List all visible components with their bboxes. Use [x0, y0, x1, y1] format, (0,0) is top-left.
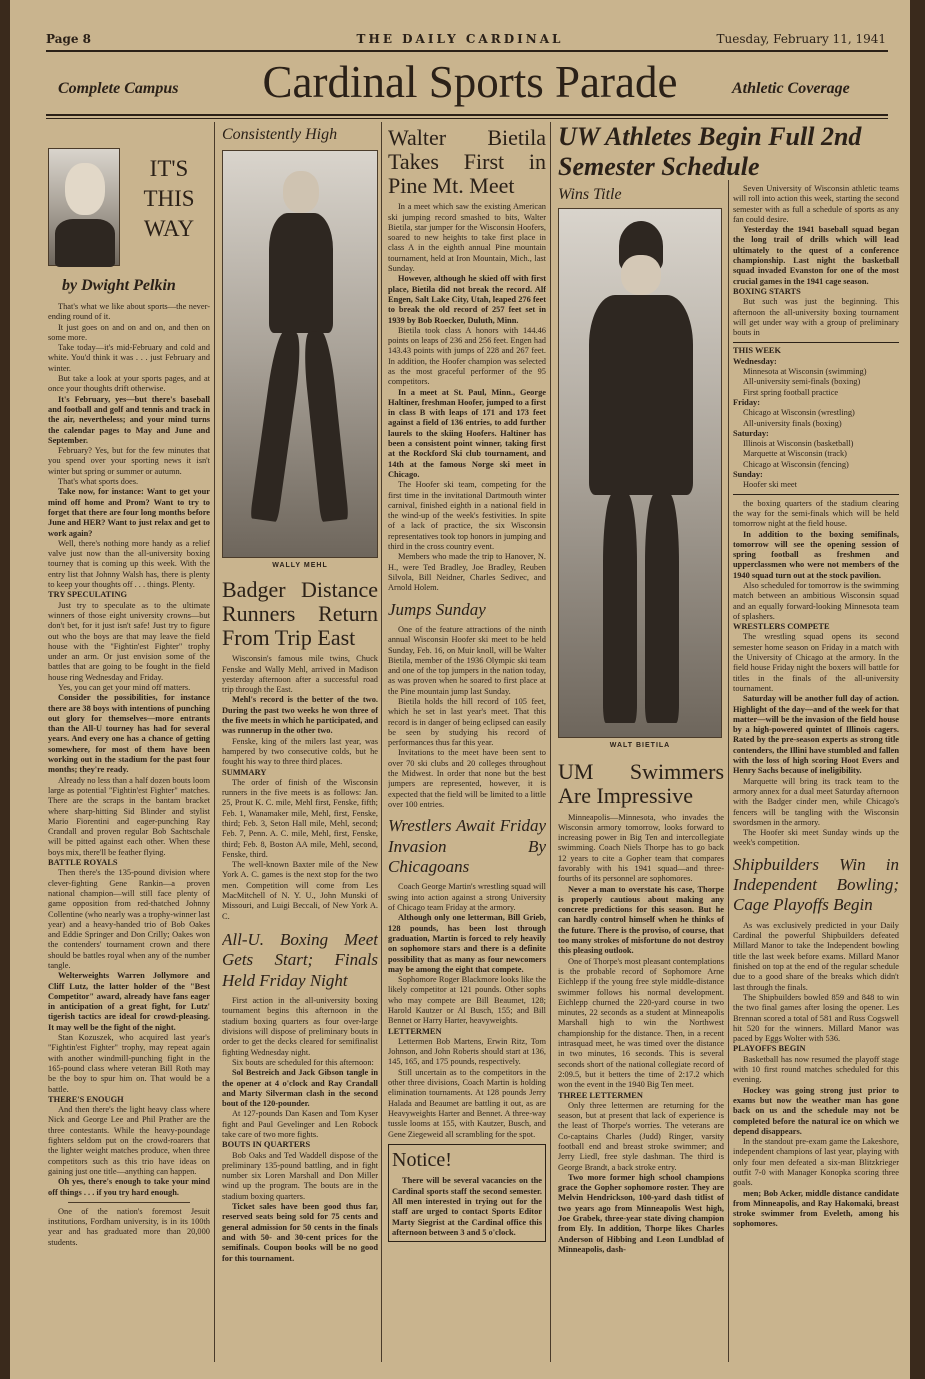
schedule-box: THIS WEEK Wednesday: Minnesota at Wisconsin (swimming) All-university semi-finals (boxing) First spring football practice Friday: Chicago at Wisconsin (wrestling) All-university finals (boxing) Saturday: Illinois at Wisconsin (basketball) Marquette at Wisconsin (track) Chicago at Wisconsin (fencing) Sunday: Hoofer ski meet — [733, 342, 899, 494]
paper-name: THE DAILY CARDINAL — [356, 32, 564, 46]
schedule-day: Wednesday: — [733, 356, 777, 366]
subhead: PLAYOFFS BEGIN — [733, 1044, 806, 1054]
headline: Jumps Sunday — [388, 599, 486, 619]
masthead-rule-thin — [46, 118, 888, 119]
masthead-left: Complete Campus — [58, 80, 179, 97]
column-rule — [728, 180, 729, 1362]
bietila-photo — [558, 208, 722, 738]
column4-body: UM Swimmers Are Impressive Minneapolis—Minnesota, who invades the Wisconsin armory tomorrow, looks forward to increasing power in Big Ten and intercollegiate swimming. Coach Niels Thorpe has to go back 12 years to cite a Gopher team that compares favorably with his 1941 squad—and three-fourths of its personnel are sophomores. Never a man to overstate his case, Thorpe is properly cautious about making any concrete predictions for this season. But he can hardly control himself when he thinks of the future. There is the proviso, of course, that too many strokes of misfortune do not destroy this pleasing outlook. One of Thorpe's most pleasant contemplations is the probable record of Sophomore Arne Eichlepp if the young free style middle-distance swimmer follows his normal development. Eichlepp churned the 220-yard course in two minutes, 22 seconds as a student at Minneapolis Marshall high to win the Northwest championship for the distance. Then, in a recent intrasquad meet, he was timed over the distance in two minutes, 16 seconds. This is several seconds short of the national collegiate record of 2:09.5, but it betters the time of 2:17.2 which won the event in the 1940 Big Ten meet. THREE LETTERMEN Only three lettermen are returning for the season, but at present that lack of experience is the least of Thorpe's worries. The veterans are Co-captains Charles (Judd) Ringer, varsity football end and breast stroke swimmer; and Jerry Liedl, free style dashman. The third is George Brandt, a back stroke entry. Two more former high school champions grace the Gopher sophomore roster. They are Melvin Hendrickson, 100-yard dash titlist of two years ago from Minneapolis West high, Joe Grabek, three-year state diving champion from Ely. In addition, Thorpe likes Charles Anderson of Hibbing and Leon Lundblad of Minneapolis, dash- — [558, 759, 724, 1254]
masthead-rule — [46, 114, 888, 116]
column-rule — [381, 122, 382, 1362]
schedule-day: Friday: — [733, 397, 760, 407]
column-title: IT'S THIS WAY — [143, 156, 195, 241]
column5-body: Seven University of Wisconsin athletic teams will roll into action this week, starting the second semester with as full a schedule of sports as any fan could desire. Yesterday the 1941 baseball squad began the long trail of drills which will lead ultimately to the quest of a conference championship. Last night the basketball squad invaded Evanston for one of the most crucial games in the 1941 cage season. BOXING STARTS But such was just the beginning. This afternoon the all-university boxing tournament will get under way with a group of preliminary bouts in THIS WEEK Wednesday: Minnesota at Wisconsin (swimming) All-university semi-finals (boxing) First spring football practice Friday: Chicago at Wisconsin (wrestling) All-university finals (boxing) Saturday: Illinois at Wisconsin (basketball) Marquette at Wisconsin (track) Chicago at Wisconsin (fencing) Sunday: Hoofer ski meet the boxing quarters of the stadium clearing the way for the semi-finals which will be held tomorrow night at the field house. In addition to the boxing semifinals, tomorrow will see the opening session of spring football as freshmen and upperclassmen who were not members of the 1940 squad turn out at the stock pavilion. Also scheduled for tomorrow is the swimming match between an ambitious Wisconsin squad and an equally forward-looking Minnesota team of splashers. WRESTLERS COMPETE The wrestling squad opens its second semester home season on Friday in a match with the University of Chicago at the armory. In the field house Friday night the boxers will battle for titles in the finals of the all-university tournament. Saturday will be another full day of action. Highlight of the day—and of the week for that matter—will be the invasion of the field house by a high-powered quintet of Illinois cagers. Rated by the pre-season experts as strong title contenders, the Illini have stumbled and fallen with the loss of high scoring Hoot Evers and Henry Sachs because of ineligibility. Marquette will bring its track team to the armory annex for a dual meet Saturday afternoon with the Badger cinder men, while Chicago's fencers will be tangling with the Wisconsin swordsmen in the armory. The Hoofer ski meet Sunday winds up the week's competition. Shipbuilders Win in Independent Bowling; Cage Playoffs Begin As was exclusively predicted in your Daily Cardinal the powerful Shipbuilders defeated Millard Manor to take the Independent bowling title the last week before exams. Millard Manor finished on top at the end of the regular schedule due to a good share of the breaks which didn't last through the finals. The Shipbuilders bowled 859 and 848 to win the two final games after losing the opener. Les Brennan scored a total of 581 and Russ Cogswell hit 520 for the winners. Millard Manor was paced by Eggs Wolter with 536. PLAYOFFS BEGIN Basketball has now resumed the playoff stage with 10 first round matches scheduled for this evening. Hockey was going strong just prior to exams but now the weather man has gone back on us and the schedule may not be completed before the natural ice on which we depend disappears. In the standout pre-exam game the Lakeshore, independent champions of last year, playing with only four men defeated a six-man Blitzkrieger outfit 7-0 with Manager Konopka scoring three goals. men; Bob Acker, middle distance candidate from Minneapolis, and Ray Hakomaki, breast stroke swimmer from Eveleth, among his sophomores. — [733, 184, 899, 1229]
photo-caption: WALT BIETILA — [609, 742, 671, 749]
header-rule — [46, 50, 888, 52]
pelkin-portrait — [48, 148, 120, 266]
photo-caption: WALLY MEHL — [272, 562, 328, 569]
main-headline: UW Athletes Begin Full 2nd Semester Schedule — [558, 122, 862, 181]
page-number: Page 8 — [46, 32, 92, 46]
subhead: THERE'S ENOUGH — [48, 1094, 124, 1104]
headline: Shipbuilders Win in Independent Bowling; Cage Playoffs Begin — [733, 854, 899, 915]
schedule-day: Sunday: — [733, 470, 763, 480]
masthead-right: Athletic Coverage — [732, 80, 850, 97]
notice-title: Notice! — [392, 1148, 452, 1171]
notice-box: Notice! There will be several vacancies on the Cardinal sports staff the second semester. All men interested in trying out for the staff are urged to contact Sports Editor Marty Siegrist at the Cardinal office this afternoon between 3 and 5 o'clock. — [388, 1144, 546, 1242]
mehl-photo — [222, 150, 378, 558]
subhead: WRESTLERS COMPETE — [733, 622, 830, 632]
column1-body: That's what we like about sports—the never-ending round of it. It just goes on and on and on, and then on some more. Take today—it's mid-February and cold and white. You'd think it was . . . just February and winter. But take a look at your sports pages, and at once your thoughts drift otherwise. It's February, yes—but there's baseball and football and golf and tennis and track in the air, nevertheless; and your mind turns the calendar pages to May and June and September. February? Yes, but for the few minutes that you spend over your sporting news it isn't winter but spring or summer or autumn. That's what sports does. Take now, for instance: Want to get your mind off home and Prom? Want to try to forget that there are four long months before June and HER? Want to just relax and get to work again? Well, there's nothing more handy as a relief valve just now than the all-university boxing tourney that is coming up this week. With the entry list that Johnny Walsh has, there is plenty to keep your thoughts off . . . things. Plenty. TRY SPECULATING Just try to speculate as to the ultimate winners of those eight university crowns—but don't bet, for it just isn't safe! Just try to figure out who the boys are that may leave the field house with the "Fightin'est Fighter" trophy under an arm. Or just envision some of the battles that are going to be fought in the field house ring Wednesday and Friday. Yes, you can get your mind off matters. Consider the possibilities, for instance there are 38 boys with intentions of punching out glory for themselves—more entrants than the All-U tourney has had for several years. And every one has a chance of getting somewhere, for most of them have been working out in the stadium for the past four months; they're ready. Already no less than a half dozen bouts loom large as potential "Fightin'est Fighter" matches. There are the scraps in the bantam bracket where sharp-hitting Sid Blinder and stylist Mario Fiorentini and eager-punching Ray Crandall and proven regular Bob Sachtschale will be pitted against each other. When these boys mix, there'll be feather flying. BATTLE ROYALS Then there's the 135-pound division where clever-fighting Gene Rankin—a proven national champion—will still face plenty of game opposition from red-thatched Johnny Collentine (who nearly was a trophy-winner last year) and a heavy-handed trio of Bob Oakes and Eddie Springer and Don Crilly; Oakes won the contenders' tournament crown and there should be battles royal when any of the number tangle. Welterweights Warren Jollymore and Cliff Lutz, the latter holder of the "Best Competitor" award, already have fans eager in anticipation of a great fight, for Lutz' tigerish tactics are ideal for crowd-pleasing. It may well be the fight of the night. Stan Kozuszek, who acquired last year's "Fightin'est Fighter" trophy, may repeat again with another windmill-punching fight in the 165-pound class where veteran Bill Roth may be the boy to spur him on. That would be a battle. THERE'S ENOUGH And then there's the light heavy class where Nick and George Lee and Phil Prather are the three contestants. While the heavy-poundage fighters seldom put on the crowd-roarers that the lighter weight matches produce, when three competitors such as this trio have ideas on gaining just one title—anything can happen. Oh yes, there's enough to take your mind off things . . . if you try hard enough. One of the nation's foremost Jesuit institutions, Fordham university, is in its 100th year and has graduated more than 20,000 students. — [48, 302, 210, 1247]
subhead: BATTLE ROYALS — [48, 858, 118, 868]
subhead: LETTERMEN — [388, 1026, 442, 1036]
photo-label: Wins Title — [558, 186, 622, 203]
column3-body: Walter Bietila Takes First in Pine Mt. Meet In a meet which saw the existing American ski jumping record smashed to bits, Walter Bietila, star jumper for the Wisconsin Hoofers, soared to new heights to take first place in class A in the eighth annual Pine mountain tournament, held at Iron Mountain, Mich., last Sunday. However, although he skied off with first place, Bietila did not break the record. Alf Engen, Salt Lake City, Utah, leaped 276 feet to break the old record of 257 feet set in 1939 by Bob Roecker, Duluth, Minn. Bietila took class A honors with 144.46 points on leaps of 236 and 256 feet. Engen had 143.43 points with jumps of 228 and 267 feet. In addition, the Hoofer champion was selected as the most graceful performer of the 95 competitors. In a meet at St. Paul, Minn., George Haltiner, freshman Hoofer, jumped to a first in class B with leaps of 171 and 173 feet against a field of 136 entries, to add further laurels to the skiing Hoofers. Haltiner has been a consistent point winner, taking first at the Rockford Ski club tournament, and 14th at the famous Norge ski meet in Chicago. The Hoofer ski team, competing for the first time in the invitational Dartmouth winter carnival, finished eighth in a national field in the wind-up of the week's festivities. In spite of a lack of practice, the six Wisconsin representatives took top honors in jumping and third in the cross country event. Members who made the trip to Hanover, N. H., were Ted Bradley, Joe Bradley, Reuben Silvola, Bill Neidner, Charles Sedivec, and Arnold Holem. Jumps Sunday One of the feature attractions of the ninth annual Wisconsin Hoofer ski meet to be held Sunday, Feb. 16, on Muir knoll, will be Walter Bietila, member of the 1936 Olympic ski team and one of the top jumpers in the nation today, as was proven when he soared to first place at the Pine mountain jump last Sunday. Bietila holds the hill record of 105 feet, which he set in last year's meet. That this record is in danger of being eclipsed can easily be seen by studying his record of performances thus far this year. Invitations to the meet have been sent to over 70 ski clubs and 20 colleges throughout the Midwest. In order that none but the best jumpers are represented, however, it is expected that the field will be limited to a little over 100 entries. Wrestlers Await Friday Invasion By Chicagoans Coach George Martin's wrestling squad will swing into action against a strong University of Chicago team Friday at the armory. Although only one letterman, Bill Grieb, 128 pounds, has been lost through graduation, Martin is forced to rely heavily on sophomore stars and there is a definite possibility that as many as four newcomers may be among the eight that compete. Sophomore Roger Blackmore looks like the likely competitor at 121 pounds. Other sophs who may compete are Bill Beaumet, 128; Harold Kautzer or Al Busch, 155; and Bill Bennet or Harry Harter, heavyweights. LETTERMEN Lettermen Bob Martens, Erwin Ritz, Tom Johnson, and John Roberts should start at 136, 145, 165, and 175 pounds, respectively. Still uncertain as to the competitors in the other three divisions, Coach Martin is holding elimination tournaments. At 128 pounds Jerry Halada and Beaumet are battling it out, as are Heavyweights Harter and Bennet. A three-way tussle looms at 155, with Kautzer, Busch, and Gene Ziegeweid all scrambling for the spot. Notice! There will be several vacancies on the Cardinal sports staff the second semester. All men interested in trying out for the staff are urged to contact Sports Editor Marty Siegrist at the Cardinal office this afternoon between 3 and 5 o'clock. — [388, 124, 546, 1374]
headline: Wrestlers Await Friday Invasion By Chicagoans — [388, 816, 546, 877]
headline: Walter Bietila Takes First in Pine Mt. Meet — [388, 125, 546, 198]
schedule-day: Saturday: — [733, 428, 769, 438]
column-rule — [550, 122, 551, 1362]
column2-body: Badger Distance Runners Return From Trip East Wisconsin's famous mile twins, Chuck Fenske and Wally Mehl, arrived in Madison yesterday afternoon after a successful road trip through the East. Mehl's record is the better of the two. During the past two weeks he won three of the five meets in which he participated, and was runnerup in the other two. Fenske, king of the milers last year, was hampered by two consecutive colds, but he fought his way to three third places. SUMMARY The order of finish of the Wisconsin runners in the five meets is as follows: Jan. 25, Prout K. C. mile, Mehl first, Fenske, fifth; Feb. 1, Wanamaker mile, Mehl, first, Fenske, third; Feb. 3, Seton Hall mile, Mehl, second; Feb. 7, Penn. A. C. mile, Mehl, first, Fenske, third; Feb. 8, Boston AA mile, Mehl, second, Fenske, third. The well-known Baxter mile of the New York A. C. games is the next stop for the two men. Competition will come from Les MacMitchell of N. Y. U., John Munski of Missouri, and Luigi Beccali, of New York A. C. All-U. Boxing Meet Gets Start; Finals Held Friday Night First action in the all-university boxing tournament begins this afternoon in the stadium boxing quarters as four over-large divisions will dispose of preliminary bouts in order to get the decks cleared for semifinalist fighting Wednesday night. Six bouts are scheduled for this afternoon: Sol Bestreich and Jack Gibson tangle in the opener at 4 o'clock and Ray Crandall and Marty Silverman clash in the second bout of the 120-pounder. At 127-pounds Dan Kasen and Tom Kyser fight and Paul Gevelinger and Len Robock take care of two more fights. BOUTS IN QUARTERS Bob Oaks and Ted Waddell dispose of the preliminary 135-pound battling, and in fight number six Loren Marshall and Don Miller wind up the program. The bouts are in the stadium boxing quarters. Ticket sales have been good thus far, reserved seats being sold for 75 cents and general admission for 50 cents in the finals and with 50- and 30-cent prices for the semifinals. Coupon books will be no good for this tournament. — [222, 577, 378, 1263]
subhead: TRY SPECULATING — [48, 590, 128, 600]
byline: by Dwight Pelkin — [62, 277, 176, 294]
photo-label: Consistently High — [222, 126, 338, 143]
issue-date: Tuesday, February 11, 1941 — [716, 32, 886, 46]
column-rule — [214, 122, 215, 1362]
subhead: BOXING STARTS — [733, 286, 801, 296]
subhead: SUMMARY — [222, 767, 267, 777]
subhead: BOUTS IN QUARTERS — [222, 1140, 311, 1150]
headline: All-U. Boxing Meet Gets Start; Finals Held Friday Night — [222, 929, 378, 990]
newspaper-page — [10, 0, 910, 1379]
subhead: THREE LETTERMEN — [558, 1090, 643, 1100]
headline: Badger Distance Runners Return From Trip East — [222, 577, 378, 650]
masthead-title: Cardinal Sports Parade — [262, 57, 678, 107]
headline: UM Swimmers Are Impressive — [558, 759, 724, 808]
